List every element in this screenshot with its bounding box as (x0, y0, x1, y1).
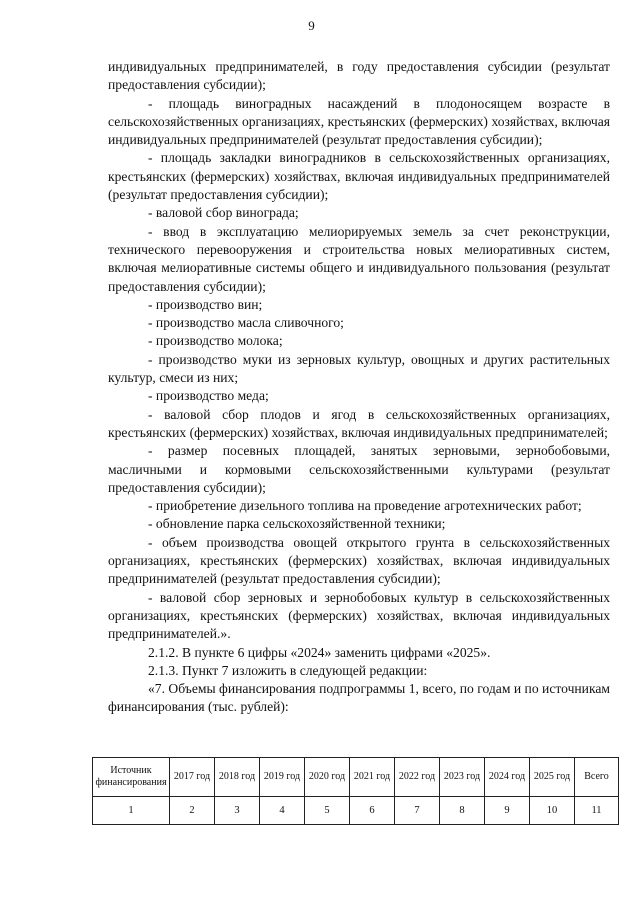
header-cell: 2022 год (395, 758, 440, 797)
paragraph: 2.1.3. Пункт 7 изложить в следующей редакции: (148, 662, 428, 678)
column-number-cell: 2 (170, 797, 215, 825)
financing-table (92, 757, 619, 825)
column-number-cell: 4 (260, 797, 305, 825)
header-cell: 2020 год (305, 758, 350, 797)
table-header-row (93, 758, 619, 797)
page-number: 9 (308, 18, 315, 33)
paragraph: индивидуальных предпринимателей, в году предоставления субсидии (результат предоставления субсидии); (108, 59, 610, 93)
header-cell: 2024 год (485, 758, 530, 797)
paragraph: - площадь виноградных насаждений в плодоносящем возрасте в сельскохозяйственных организациях, крестьянских (фермерских) хозяйствах, включая индивидуальных предпринимателей (результат предоставления субсидии); (108, 95, 610, 148)
paragraph: - производство муки из зерновых культур, овощных и других растительных культур, смеси из них; (108, 351, 610, 386)
header-cell: 2018 год (215, 758, 260, 797)
column-number-cell: 10 (530, 797, 575, 825)
paragraph: - ввод в эксплуатацию мелиорируемых земель за счет реконструкции, технического перевооружения и строительства новых мелиоративных систем, включая мелиоративные системы общего и индивидуального пользования (результат предоставления субсидии); (108, 223, 610, 294)
paragraph: - производство меда; (148, 388, 269, 404)
paragraph: - валовой сбор зерновых и зернобобовых культур в сельскохозяйственных организациях, крестьянских (фермерских) хозяйствах, включая индивидуальных предпринимателей.». (108, 589, 610, 642)
header-cell: 2025 год (530, 758, 575, 797)
header-cell: 2019 год (260, 758, 305, 797)
paragraph: - производство масла сливочного; (148, 315, 344, 331)
header-cell: 2017 год (170, 758, 215, 797)
paragraph: «7. Объемы финансирования подпрограммы 1, всего, по годам и по источникам финансирования (тыс. рублей): (108, 681, 610, 715)
column-number-cell: 1 (93, 797, 170, 825)
header-cell: 2023 год (440, 758, 485, 797)
document-body (108, 58, 610, 717)
table-number-row (93, 797, 619, 825)
paragraph: - обновление парка сельскохозяйственной техники; (148, 516, 446, 532)
financing-table-wrapper (92, 757, 623, 825)
column-number-cell: 11 (575, 797, 619, 825)
paragraph: - приобретение дизельного топлива на проведение агротехнических работ; (148, 498, 582, 514)
paragraph: 2.1.2. В пункте 6 цифры «2024» заменить цифрами «2025». (148, 644, 491, 660)
paragraph: - размер посевных площадей, занятых зерновыми, зернобобовыми, масличными и кормовыми сельскохозяйственными культурами (результат предоставления субсидии); (108, 443, 610, 495)
header-cell: 2021 год (350, 758, 395, 797)
column-number-cell: 5 (305, 797, 350, 825)
header-cell: Всего (575, 758, 619, 797)
paragraph: - валовой сбор винограда; (148, 205, 299, 221)
paragraph: - производство молока; (148, 333, 283, 349)
paragraph: - валовой сбор плодов и ягод в сельскохозяйственных организациях, крестьянских (фермерских) хозяйствах, включая индивидуальных предпринимателей; (108, 406, 610, 440)
column-number-cell: 8 (440, 797, 485, 825)
column-number-cell: 3 (215, 797, 260, 825)
column-number-cell: 7 (395, 797, 440, 825)
paragraph: - площадь закладки виноградников в сельскохозяйственных организациях, крестьянских (фермерских) хозяйствах, включая индивидуальных предпринимателей (результат предоставления субсидии); (108, 150, 610, 203)
column-number-cell: 9 (485, 797, 530, 825)
paragraph: - производство вин; (148, 296, 263, 312)
column-number-cell: 6 (350, 797, 395, 825)
header-cell-source: Источник финансирования (93, 758, 170, 797)
paragraph: - объем производства овощей открытого грунта в сельскохозяйственных организациях, крестьянских (фермерских) хозяйствах, включая индивидуальных предпринимателей (результат предоставления субсидии); (108, 534, 610, 587)
